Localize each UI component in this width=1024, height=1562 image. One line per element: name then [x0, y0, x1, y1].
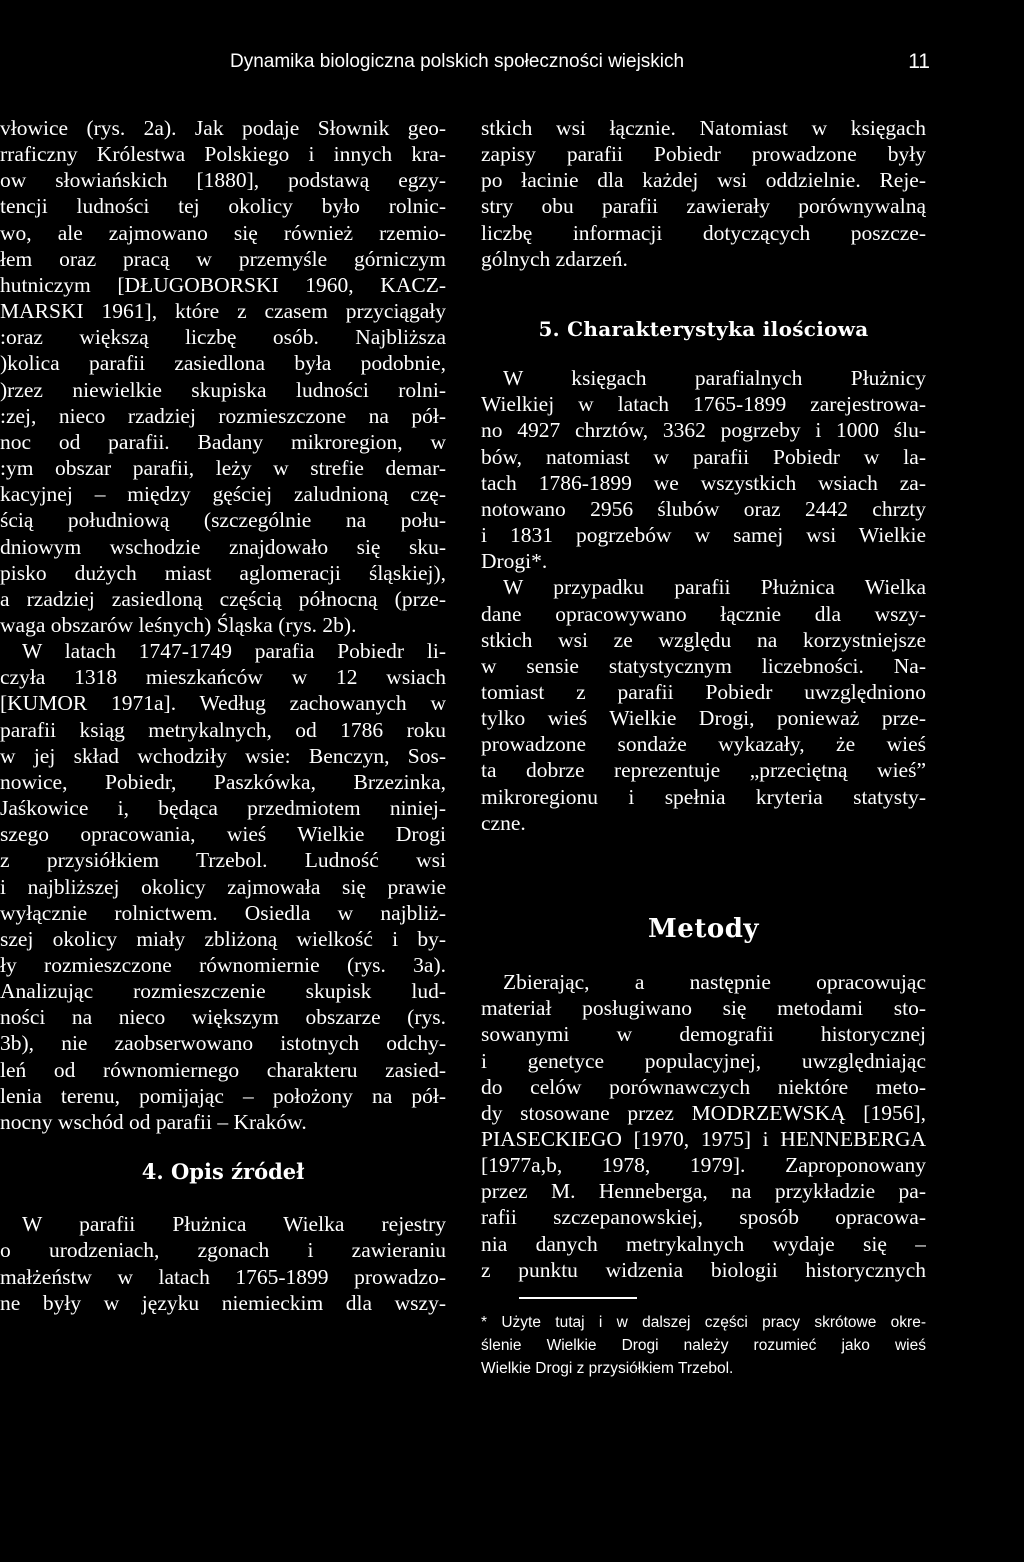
paragraph	[481, 115, 926, 272]
text-line: [KUMOR 1971a]. Według zachowanych w	[0, 691, 446, 716]
text-line: W latach 1747-1749 parafia Pobiedr li-	[22, 639, 446, 664]
paragraph	[481, 969, 926, 1283]
text-line: parafii ksiąg metrykalnych, od 1786 roku	[0, 717, 446, 742]
text-line: mikroregionu i spełnia kryteria statysty-	[481, 784, 926, 809]
text-line: kacyjnej – między gęściej zaludnioną czę-	[0, 482, 446, 507]
text-line: sowanymi w demografii historycznej	[481, 1022, 926, 1047]
text-line: tylko wieś Wielkie Drogi, ponieważ prze-	[481, 706, 926, 731]
text-line: :oraz większą liczbę osób. Najbliższa	[0, 325, 446, 350]
text-line: prowadzone sondaże wykazały, że wieś	[481, 732, 926, 757]
text-line: materiał posługiwano się metodami sto-	[481, 996, 926, 1021]
text-line: wo, ale zajmowano się również rzemio-	[0, 220, 446, 245]
text-line: w jej skład wchodziły wsie: Benczyn, Sos-	[0, 743, 446, 768]
text-line: hutniczym [DŁUGOBORSKI 1960, KACZ-	[0, 272, 446, 297]
text-line: tomiast z parafii Pobiedr uwzględniono	[481, 679, 926, 704]
section-heading-opis-zrodel: 4. Opis źródeł	[141, 1159, 305, 1185]
text-line: i genetyce populacyjnej, uwzględniając	[481, 1048, 926, 1073]
text-line: ności na nieco większym obszarze (rys.	[0, 1005, 446, 1030]
text-line: tach 1786-1899 we wszystkich wsiach za-	[481, 470, 926, 495]
text-line: nocny wschód od parafii – Kraków.	[0, 1109, 307, 1134]
text-line: z przysiółkiem Trzebol. Ludność wsi	[0, 848, 446, 873]
page-header	[230, 46, 970, 78]
text-line: )rzez niewielkie skupiska ludności rolni-	[0, 377, 446, 402]
text-line: dy stosowane przez MODRZEWSKĄ [1956],	[481, 1100, 926, 1125]
text-line: noc od parafii. Badany mikroregion, w	[0, 429, 446, 454]
right-column	[481, 115, 926, 1380]
text-line: do celów porównawczych niektóre meto-	[481, 1074, 926, 1099]
text-line: notowano 2956 ślubów oraz 2442 chrzty	[481, 496, 926, 521]
text-line: W przypadku parafii Płużnica Wielka	[503, 575, 926, 600]
text-line: liczbę informacji dotyczących poszcze-	[481, 220, 926, 245]
text-line: :zej, nieco rzadziej rozmieszczone na pół-	[0, 403, 446, 428]
text-line: i 1831 pogrzebów w samej wsi Wielkie	[481, 523, 926, 548]
left-column	[0, 115, 446, 1316]
text-line: czyła 1318 mieszkańców w 12 wsiach	[0, 665, 446, 690]
section-heading-metody: Metody	[648, 913, 759, 944]
text-line: tencji ludności tej okolicy było rolnic-	[0, 194, 446, 219]
footnote-rule	[519, 1297, 637, 1299]
text-line: dniowym wschodzie znajdowało się sku-	[0, 534, 446, 559]
text-line: Wielkie Drogi z przysiółkiem Trzebol.	[481, 1359, 734, 1377]
text-line: stkich wsi łącznie. Natomiast w księgach	[481, 116, 926, 140]
paragraph	[481, 574, 926, 836]
text-line: Wielkiej w latach 1765-1899 zarejestrowa-	[481, 392, 926, 417]
text-line: Zbierając, a następnie opracowując	[503, 970, 926, 995]
text-line: ślenie Wielkie Drogi należy rozumieć jako wieś	[481, 1336, 926, 1354]
paragraph	[481, 365, 926, 574]
text-line: łem oraz pracą w przemyśle górniczym	[0, 246, 446, 271]
section-heading-charakterystyka: 5. Charakterystyka ilościowa	[538, 316, 869, 341]
text-line: nowice, Pobiedr, Paszkówka, Brzezinka,	[0, 769, 446, 794]
paragraph	[0, 115, 446, 638]
paragraph	[0, 638, 446, 1135]
text-line: rafii szczepanowskiej, sposób opracowa-	[481, 1205, 926, 1230]
text-line: MARSKI 1961], które z czasem przyciągały	[0, 299, 446, 324]
text-line: bów, natomiast w parafii Pobiedr w la-	[481, 444, 926, 469]
text-line: rraficzny Królestwa Polskiego i innych kra-	[0, 142, 446, 167]
text-line: a rzadziej zasiedloną częścią północną (prze-	[0, 586, 446, 611]
text-line: waga obszarów leśnych) Śląska (rys. 2b).	[0, 612, 357, 637]
text-line: * Użyte tutaj i w dalszej części pracy skrótowe okre-	[481, 1313, 926, 1331]
text-line: no 4927 chrztów, 3362 pogrzeby i 1000 ślu-	[481, 418, 926, 443]
text-line: nia danych metrykalnych wydaje się –	[481, 1231, 926, 1256]
text-line: wyłącznie rolnictwem. Osiedla w najbliż-	[0, 900, 446, 925]
text-line: Drogi*.	[481, 549, 548, 574]
text-line: stkich wsi ze względu na korzystniejsze	[481, 627, 926, 652]
text-line: zapisy parafii Pobiedr prowadzone były	[481, 142, 926, 167]
page-number: 11	[908, 50, 930, 73]
text-line: po łacinie dla każdej wsi oddzielnie. Reje-	[481, 168, 926, 193]
text-line: małżeństw w latach 1765-1899 prowadzo-	[0, 1264, 446, 1289]
text-line: vłowice (rys. 2a). Jak podaje Słownik geo-	[0, 116, 446, 140]
text-line: Analizując rozmieszczenie skupisk lud-	[0, 979, 446, 1004]
text-line: ścią południową (szczególnie na połu-	[0, 508, 446, 533]
text-line: [1977a,b, 1978, 1979]. Zaproponowany	[481, 1153, 926, 1178]
text-line: lenia terenu, pomijając – położony na pół-	[0, 1083, 446, 1108]
text-line: w sensie statystycznym liczebności. Na-	[481, 653, 926, 678]
text-line: ne były w języku niemieckim dla wszy-	[0, 1290, 446, 1315]
text-line: )kolica parafii zasiedlona była podobnie,	[0, 351, 446, 376]
text-line: Jaśkowice i, będąca przedmiotem niniej-	[0, 796, 446, 821]
text-line: W księgach parafialnych Płużnicy	[503, 366, 926, 391]
paragraph	[0, 1211, 446, 1316]
text-line: szego opracowania, wieś Wielkie Drogi	[0, 822, 446, 847]
text-line: leń od równomiernego charakteru zasied-	[0, 1057, 446, 1082]
text-line: gólnych zdarzeń.	[481, 246, 628, 271]
text-line: W parafii Płużnica Wielka rejestry	[22, 1212, 446, 1237]
text-line: ta dobrze reprezentuje „przeciętną wieś”	[481, 758, 926, 783]
text-line: z punktu widzenia biologii historycznych	[481, 1257, 926, 1282]
text-line: przez M. Henneberga, na przykładzie pa-	[481, 1179, 926, 1204]
text-line: o urodzeniach, zgonach i zawieraniu	[0, 1238, 446, 1263]
text-line: 3b), nie zaobserwowano istotnych odchy-	[0, 1031, 446, 1056]
text-line: stry obu parafii zawierały porównywalną	[481, 194, 926, 219]
text-line: ow słowiańskich [1880], podstawą egzy-	[0, 168, 446, 193]
footnote	[481, 1311, 926, 1380]
text-line: :ym obszar parafii, leży w strefie demar-	[0, 456, 446, 481]
text-line: i najbliższej okolicy zajmowała się prawie	[0, 874, 446, 899]
running-title: Dynamika biologiczna polskich społeczności wiejskich	[230, 51, 685, 72]
text-line: szej okolicy miały zbliżoną wielkość i by-	[0, 926, 446, 951]
text-line: pisko dużych miast aglomeracji śląskiej),	[0, 560, 446, 585]
text-line: PIASECKIEGO [1970, 1975] i HENNEBERGA	[481, 1127, 926, 1151]
text-line: ły rozmieszczone równomiernie (rys. 3a).	[0, 953, 446, 977]
text-line: czne.	[481, 810, 526, 835]
text-line: dane opracowywano łącznie dla wszy-	[481, 601, 926, 626]
